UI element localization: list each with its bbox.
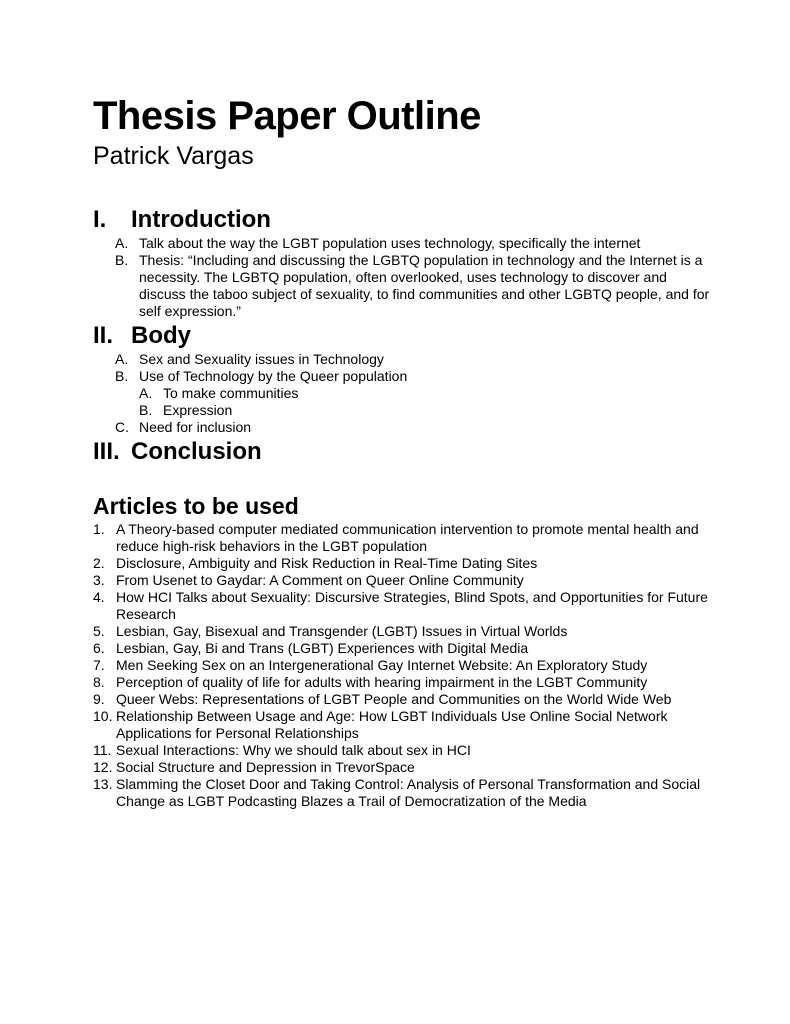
item-marker: B. xyxy=(139,402,153,418)
section-items xyxy=(93,235,713,320)
article-number: 9. xyxy=(93,691,105,707)
author-name: Patrick Vargas xyxy=(93,142,254,170)
article-item xyxy=(93,776,713,810)
item-text: Need for inclusion xyxy=(139,419,252,435)
page-title: Thesis Paper Outline xyxy=(93,94,481,138)
article-item xyxy=(93,657,713,674)
article-title: Sexual Interactions: Why we should talk about sex in HCI xyxy=(116,742,471,758)
item-text: Use of Technology by the Queer population xyxy=(139,368,408,384)
article-number: 13. xyxy=(93,776,113,792)
article-number: 6. xyxy=(93,640,105,656)
item-text: Thesis: “Including and discussing the LGBTQ population in technology and the Internet is a necessity. The LGBTQ population, often overlooked, uses technology to discover and discuss the taboo subject of sexuality, to find communities and other LGBTQ people, and for self expression.” xyxy=(139,252,710,319)
section-heading-conclusion xyxy=(93,436,713,467)
section-heading-introduction xyxy=(93,204,713,235)
item-text: Sex and Sexuality issues in Technology xyxy=(139,351,384,367)
list-item-with-subitems xyxy=(93,368,713,419)
sub-list-item xyxy=(93,385,713,402)
item-marker: C. xyxy=(115,419,129,435)
article-item xyxy=(93,589,713,623)
section-items xyxy=(93,351,713,436)
article-item xyxy=(93,572,713,589)
article-title: Men Seeking Sex on an Intergenerational Gay Internet Website: An Exploratory Study xyxy=(116,657,648,673)
section-heading-body xyxy=(93,320,713,351)
sub-items xyxy=(93,385,713,419)
outline xyxy=(93,204,713,467)
article-item xyxy=(93,555,713,572)
article-number: 11. xyxy=(93,742,112,758)
article-item xyxy=(93,742,713,759)
section-title: Introduction xyxy=(131,206,271,233)
article-title: Slamming the Closet Door and Taking Control: Analysis of Personal Transformation and Social Change as LGBT Podcasting Blazes a Trail of Democratization of the Media xyxy=(116,776,701,809)
article-title: From Usenet to Gaydar: A Comment on Queer Online Community xyxy=(116,572,524,588)
article-title: Perception of quality of life for adults with hearing impairment in the LGBT Community xyxy=(116,674,648,690)
article-title: How HCI Talks about Sexuality: Discursive Strategies, Blind Spots, and Opportunities for Future Research xyxy=(116,589,708,622)
article-item xyxy=(93,759,713,776)
section-title: Body xyxy=(131,322,191,349)
article-number: 4. xyxy=(93,589,105,605)
article-item xyxy=(93,521,713,555)
article-title: Disclosure, Ambiguity and Risk Reduction in Real-Time Dating Sites xyxy=(116,555,538,571)
article-item xyxy=(93,640,713,657)
article-number: 7. xyxy=(93,657,105,673)
article-number: 3. xyxy=(93,572,105,588)
section-numeral: III. xyxy=(93,438,120,465)
item-marker: A. xyxy=(139,385,153,401)
item-marker: A. xyxy=(115,235,129,251)
list-item xyxy=(93,252,713,320)
list-item xyxy=(93,419,713,436)
article-number: 1. xyxy=(93,521,105,537)
article-title: Lesbian, Gay, Bi and Trans (LGBT) Experiences with Digital Media xyxy=(116,640,529,656)
item-text: To make communities xyxy=(163,385,299,401)
sub-list-item xyxy=(93,402,713,419)
article-title: Queer Webs: Representations of LGBT People and Communities on the World Wide Web xyxy=(116,691,672,707)
item-marker: A. xyxy=(115,351,129,367)
article-title: Relationship Between Usage and Age: How LGBT Individuals Use Online Social Network Applications for Personal Relationships xyxy=(116,708,668,741)
article-number: 5. xyxy=(93,623,105,639)
item-text: Talk about the way the LGBT population uses technology, specifically the internet xyxy=(139,235,641,251)
section-numeral: II. xyxy=(93,322,114,349)
article-title: Social Structure and Depression in TrevorSpace xyxy=(116,759,415,775)
articles-heading: Articles to be used xyxy=(93,493,299,519)
list-item xyxy=(93,351,713,368)
article-item xyxy=(93,674,713,691)
article-title: Lesbian, Gay, Bisexual and Transgender (LGBT) Issues in Virtual Worlds xyxy=(116,623,568,639)
item-text: Expression xyxy=(163,402,233,418)
article-item xyxy=(93,708,713,742)
section-numeral: I. xyxy=(93,206,107,233)
article-title: A Theory-based computer mediated communication intervention to promote mental health and reduce high-risk behaviors in the LGBT population xyxy=(116,521,699,554)
articles-section xyxy=(93,491,713,810)
article-number: 8. xyxy=(93,674,105,690)
article-number: 12. xyxy=(93,759,113,775)
article-number: 10. xyxy=(93,708,113,724)
article-item xyxy=(93,623,713,640)
articles-list xyxy=(93,521,713,810)
list-item xyxy=(93,235,713,252)
article-number: 2. xyxy=(93,555,105,571)
article-item xyxy=(93,691,713,708)
item-marker: B. xyxy=(115,368,129,384)
item-marker: B. xyxy=(115,252,129,268)
section-title: Conclusion xyxy=(131,438,262,465)
